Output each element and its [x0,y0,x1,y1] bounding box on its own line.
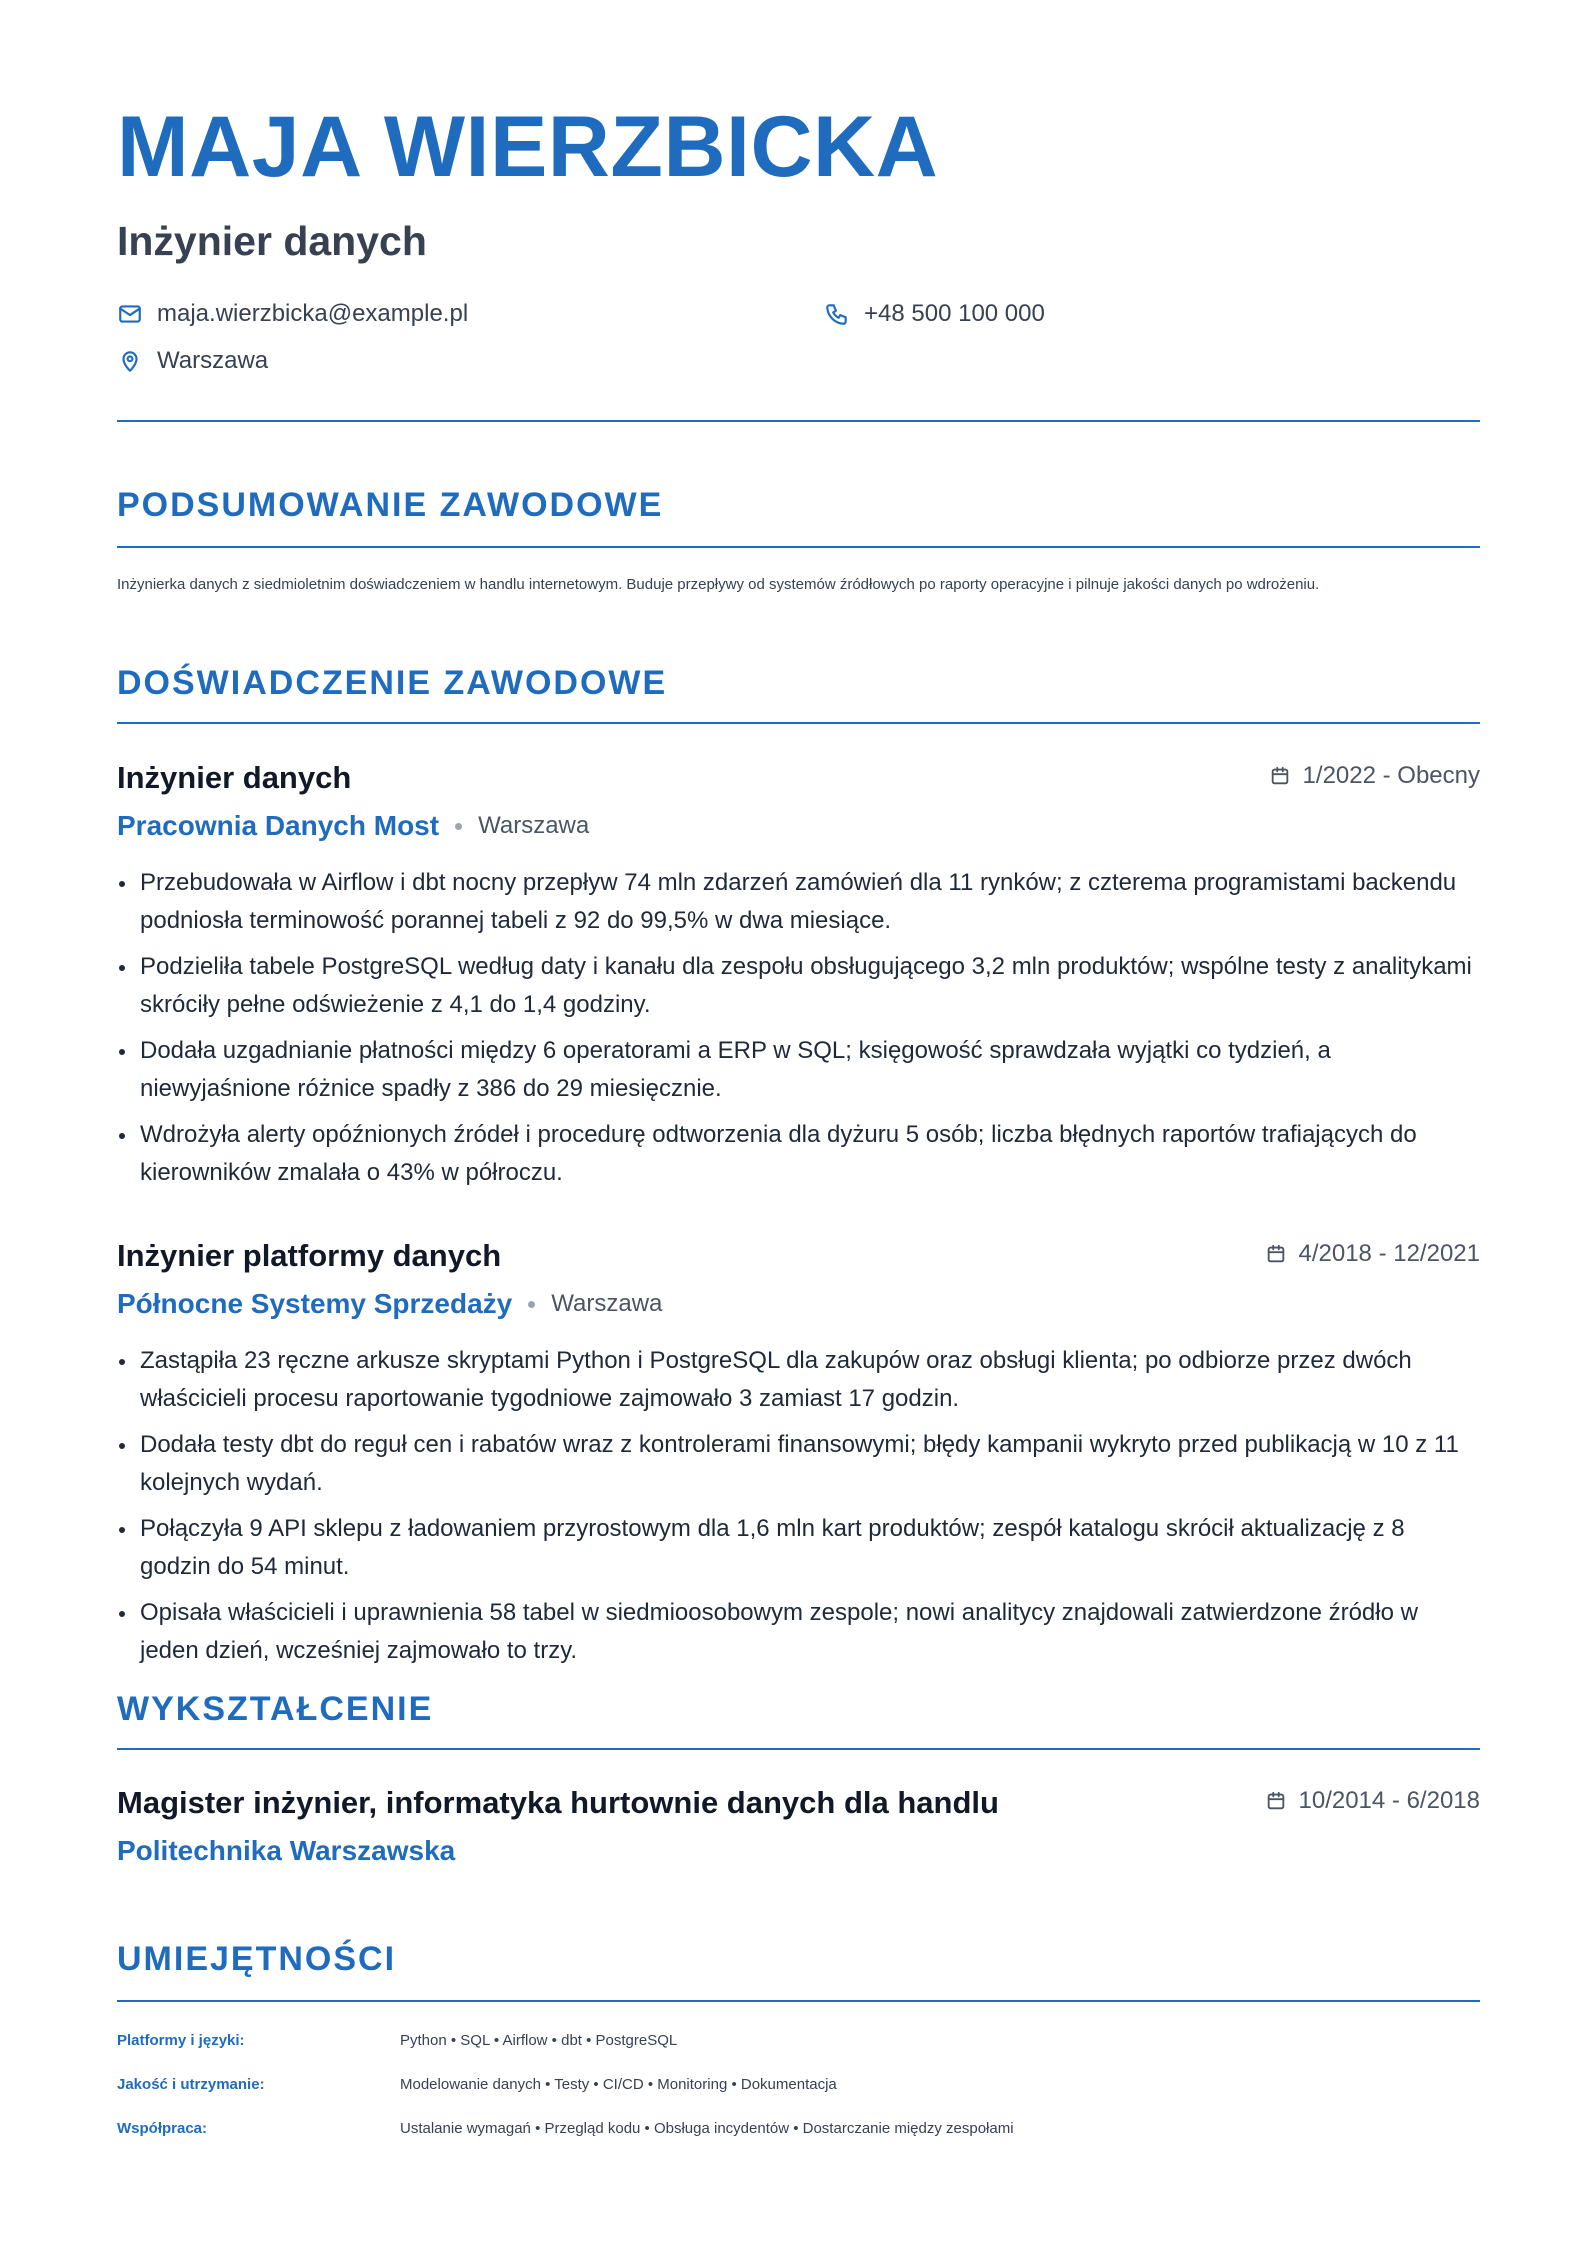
school-name: Politechnika Warszawska [117,1835,456,1866]
separator-dot [455,823,462,830]
list-item: Opisała właścicieli i uprawnienia 58 tabel w siedmioosobowym zespole; nowi analitycy znajdowali zatwierdzone źródło w jeden dzień, wcześniej zajmowało to trzy. [117,1594,1480,1670]
job-location: Warszawa [551,1290,663,1317]
map-pin-icon [117,348,143,374]
job-dates [1265,1240,1481,1268]
job-bullets [117,864,1480,1200]
list-item: Dodała uzgadnianie płatności między 6 operatorami a ERP w SQL; księgowość sprawdzała wyjątki co tydzień, a niewyjaśnione różnice spadły z 386 do 29 miesięcznie. [117,1032,1480,1108]
job-bullets [117,1342,1480,1678]
contact-email[interactable] [117,300,468,328]
separator-dot [528,1301,535,1308]
list-item: Podzieliła tabele PostgreSQL według daty i kanału dla zespołu obsługującego 3,2 mln produktów; wspólne testy z analitykami skróciły pełne odświeżenie z 4,1 do 1,4 godziny. [117,948,1480,1024]
skill-label: Współpraca: [117,2120,208,2137]
candidate-name: MAJA WIERZBICKA [117,99,939,195]
location-text: Warszawa [157,347,269,374]
phone-text: +48 500 100 000 [864,300,1045,327]
calendar-icon [1265,1243,1287,1265]
skill-row [117,2032,677,2049]
job-dates-text: 4/2018 - 12/2021 [1298,1240,1480,1267]
summary-divider [117,546,1480,548]
company-name: Pracownia Danych Most [117,810,440,841]
skills-divider [117,2000,1480,2002]
job-dates-text: 1/2022 - Obecny [1302,762,1480,789]
section-heading-experience: DOŚWIADCZENIE ZAWODOWE [117,664,668,702]
calendar-icon [1269,765,1291,787]
header-divider [117,420,1480,422]
email-text: maja.wierzbicka@example.pl [157,300,469,327]
contact-location [117,347,268,375]
experience-divider [117,722,1480,724]
summary-text: Inżynierka danych z siedmioletnim doświadczeniem w handlu internetowym. Buduje przepływy od systemów źródłowych po raporty operacyjne i pilnuje jakości danych po wdrożeniu. [117,576,1320,593]
phone-icon [824,301,850,327]
mail-icon [117,301,143,327]
list-item: Wdrożyła alerty opóźnionych źródeł i procedurę odtworzenia dla dyżuru 5 osób; liczba błędnych raportów trafiających do kierowników zmalała o 43% w półroczu. [117,1116,1480,1192]
skill-row [117,2120,1014,2137]
contact-phone[interactable] [824,300,1045,328]
degree-title: Magister inżynier, informatyka hurtownie danych dla handlu [117,1785,999,1820]
skill-label: Jakość i utrzymanie: [117,2076,265,2093]
education-divider [117,1748,1480,1750]
skill-row [117,2076,837,2093]
school-line [117,1835,455,1867]
job-title: Inżynier danych [117,760,352,795]
list-item: Dodała testy dbt do reguł cen i rabatów wraz z kontrolerami finansowymi; błędy kampanii wykryto przed publikacją w 10 z 11 kolejnych wydań. [117,1426,1480,1502]
education-dates-text: 10/2014 - 6/2018 [1298,1787,1480,1814]
job-title: Inżynier platformy danych [117,1238,502,1273]
skill-value: Python • SQL • Airflow • dbt • PostgreSQL [400,2032,678,2049]
job-dates [1269,762,1480,790]
skill-value: Ustalanie wymagań • Przegląd kodu • Obsługa incydentów • Dostarczanie między zespołami [400,2120,1014,2137]
list-item: Połączyła 9 API sklepu z ładowaniem przyrostowym dla 1,6 mln kart produktów; zespół katalogu skrócił aktualizację z 8 godzin do 54 minut. [117,1510,1480,1586]
section-heading-education: WYKSZTAŁCENIE [117,1690,434,1728]
calendar-icon [1265,1790,1287,1812]
section-heading-skills: UMIEJĘTNOŚCI [117,1940,397,1978]
candidate-title: Inżynier danych [117,218,427,264]
education-dates [1265,1787,1481,1815]
job-company-line [117,810,589,842]
company-name: Północne Systemy Sprzedaży [117,1288,513,1319]
job-location: Warszawa [478,812,590,839]
section-heading-summary: PODSUMOWANIE ZAWODOWE [117,486,664,524]
job-company-line [117,1288,662,1320]
skill-label: Platformy i języki: [117,2032,245,2049]
skill-value: Modelowanie danych • Testy • CI/CD • Monitoring • Dokumentacja [400,2076,837,2093]
list-item: Zastąpiła 23 ręczne arkusze skryptami Python i PostgreSQL dla zakupów oraz obsługi klienta; po odbiorze przez dwóch właścicieli procesu raportowanie tygodniowe zajmowało 3 zamiast 17 godzin. [117,1342,1480,1418]
list-item: Przebudowała w Airflow i dbt nocny przepływ 74 mln zdarzeń zamówień dla 11 rynków; z czterema programistami backendu podniosła terminowość porannej tabeli z 92 do 99,5% w dwa miesiące. [117,864,1480,940]
